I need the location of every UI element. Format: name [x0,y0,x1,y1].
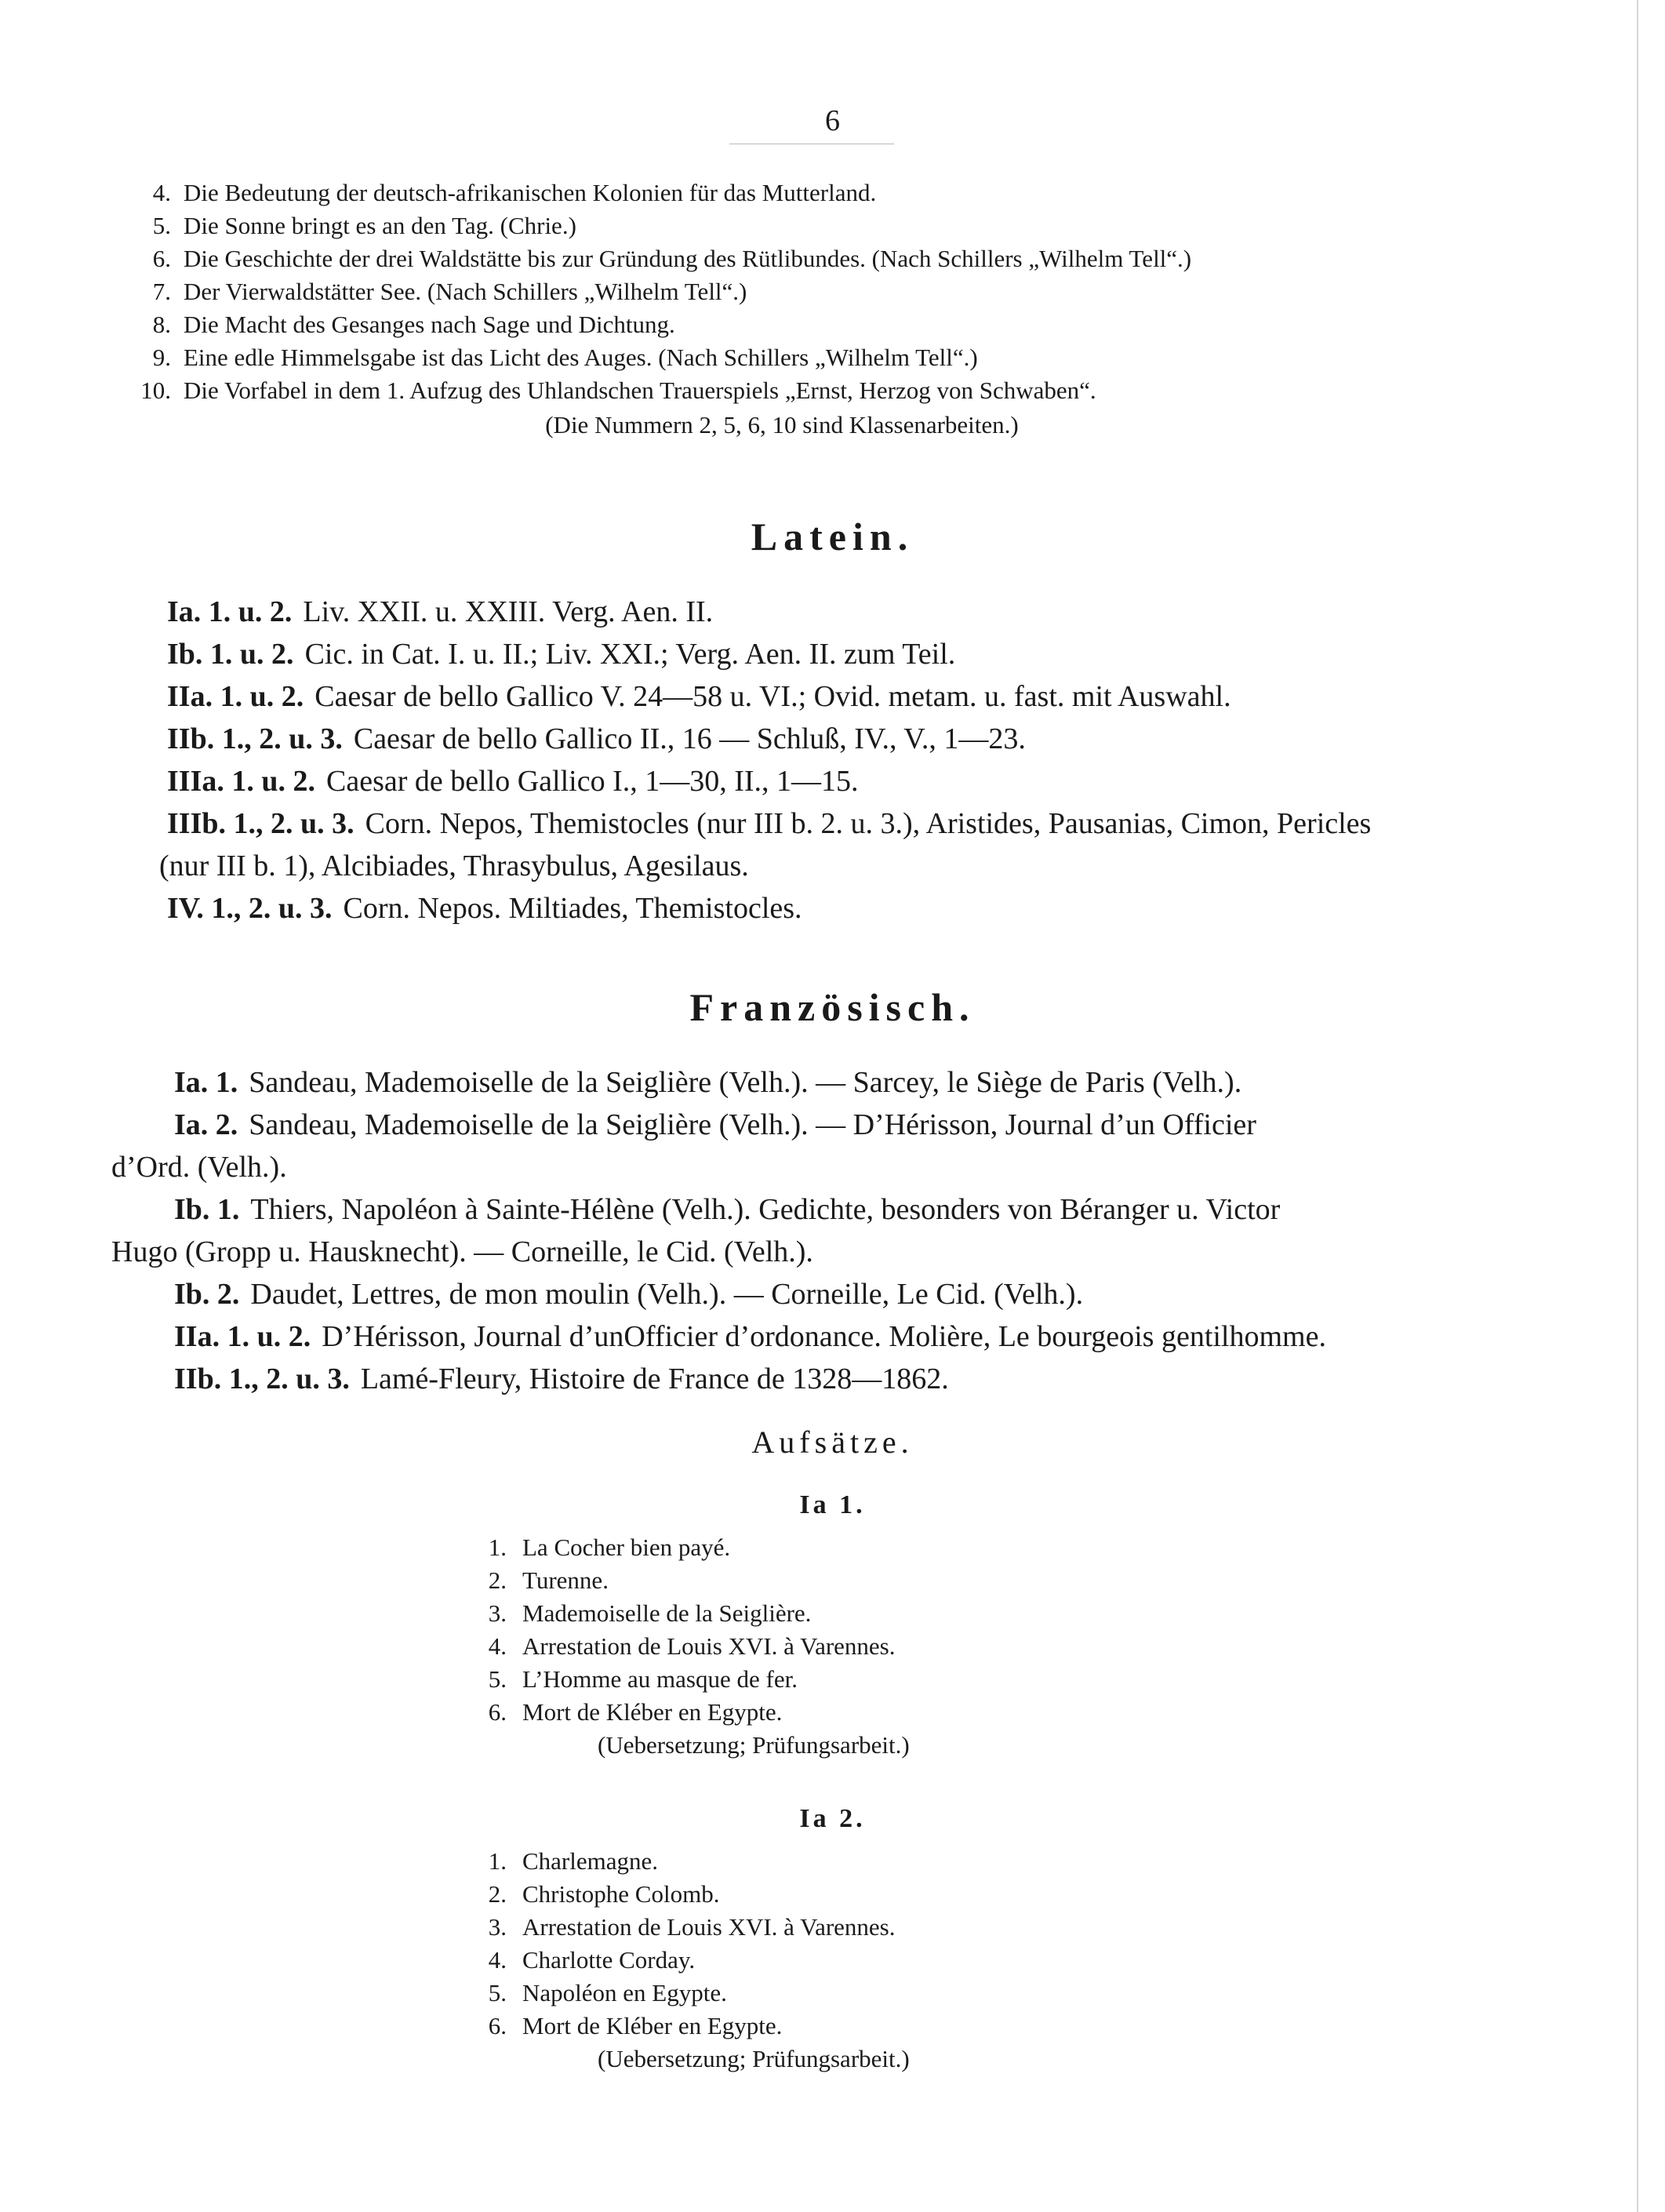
item-text: Mort de Kléber en Egypte. [522,1698,783,1726]
item-number: 6. [488,1698,507,1726]
item-text: Die Bedeutung der deutsch-afrikanischen Kolonien für das Mutterland. [184,179,877,206]
reading-text: Daudet, Lettres, de mon moulin (Velh.). — Corneille, Le Cid. (Velh.). [250,1278,1084,1311]
reading-line [111,1235,813,1269]
group-title: Ia 1. [799,1490,866,1519]
reading-text: Thiers, Napoléon à Sainte-Hélène (Velh.). Gedichte, besonders von Béranger u. Victor [250,1193,1281,1226]
item-text: Der Vierwaldstätter See. (Nach Schillers „Wilhelm Tell“.) [184,278,747,305]
item-text: Arrestation de Louis XVI. à Varennes. [522,1913,896,1941]
item-number: 6. [152,245,171,272]
item-number: 4. [488,1632,507,1660]
class-label: Ia. 1. u. 2. [167,595,293,628]
reading-text: Hugo (Gropp u. Hausknecht). — Corneille, le Cid. (Velh.). [111,1235,813,1268]
reading-line [174,1065,1241,1100]
reading-text: Cic. in Cat. I. u. II.; Liv. XXI.; Verg. Aen. II. zum Teil. [304,638,956,671]
class-label: IIIb. 1., 2. u. 3. [167,807,354,840]
item-text: L’Homme au masque de fer. [522,1665,798,1693]
section-heading-latein: Latein. [751,515,914,558]
item-number: 5. [152,212,171,239]
item-number: 1. [488,1533,507,1561]
reading-text: Caesar de bello Gallico II., 16 — Schluß, IV., V., 1—23. [353,722,1026,755]
item-number: 1. [488,1847,507,1875]
reading-text: Caesar de bello Gallico I., 1—30, II., 1—15. [326,765,859,798]
item-text: La Cocher bien payé. [522,1533,731,1561]
item-text: Die Sonne bringt es an den Tag. (Chrie.) [184,212,576,239]
reading-line [174,1319,1326,1354]
item-text: Charlotte Corday. [522,1946,696,1974]
reading-line [174,1277,1083,1312]
reading-line [167,764,859,799]
item-text: Napoléon en Egypte. [522,1979,727,2006]
reading-line [174,1362,949,1396]
item-number: 2. [488,1566,507,1594]
reading-line [174,1108,1256,1142]
section-heading-franzoesisch: Französisch. [689,985,976,1029]
item-number: 3. [488,1913,507,1941]
reading-text: Lamé-Fleury, Histoire de France de 1328—1862. [360,1362,949,1395]
class-label: IIa. 1. u. 2. [174,1320,311,1353]
section-heading-aufsaetze: Aufsätze. [751,1424,914,1460]
reading-text: d’Ord. (Velh.). [111,1151,287,1184]
item-text: Die Macht des Gesanges nach Sage und Dichtung. [184,311,675,338]
item-number: 3. [488,1599,507,1627]
item-number: 10. [140,377,171,404]
class-label: IIb. 1., 2. u. 3. [174,1362,350,1395]
reading-text: Corn. Nepos. Miltiades, Themistocles. [343,892,802,925]
item-number: 2. [488,1880,507,1908]
item-text: Turenne. [522,1566,609,1594]
item-number: 7. [152,278,171,305]
reading-text: (nur III b. 1), Alcibiades, Thrasybulus, Agesilaus. [159,850,749,882]
reading-text: Caesar de bello Gallico V. 24—58 u. VI.; Ovid. metam. u. fast. mit Auswahl. [314,680,1231,713]
page-number: 6 [825,104,840,137]
essay-note: (Die Nummern 2, 5, 6, 10 sind Klassenarbeiten.) [545,411,1019,438]
item-number: 9. [152,344,171,371]
reading-line [167,722,1026,756]
item-text: Charlemagne. [522,1847,659,1875]
item-number: 6. [488,2012,507,2039]
reading-text: Sandeau, Mademoiselle de la Seiglière (Velh.). — D’Hérisson, Journal d’un Officier [249,1108,1256,1141]
reading-text: Liv. XXII. u. XXIII. Verg. Aen. II. [303,595,714,628]
class-label: IIIa. 1. u. 2. [167,765,315,798]
item-text: Die Geschichte der drei Waldstätte bis zur Gründung des Rütlibundes. (Nach Schillers „Wilhelm Tell“.) [184,245,1192,272]
reading-line [167,595,713,629]
item-text: Die Vorfabel in dem 1. Aufzug des Uhlandschen Trauerspiels „Ernst, Herzog von Schwaben“. [184,377,1096,404]
item-number: 4. [152,179,171,206]
class-label: IIa. 1. u. 2. [167,680,304,713]
reading-line [167,891,802,926]
reading-line [174,1192,1280,1227]
item-number: 4. [488,1946,507,1974]
class-label: IIb. 1., 2. u. 3. [167,722,343,755]
class-label: Ib. 1. u. 2. [167,638,294,671]
group-note: (Uebersetzung; Prüfungsarbeit.) [598,1731,910,1759]
item-text: Arrestation de Louis XVI. à Varennes. [522,1632,896,1660]
group-title: Ia 2. [799,1804,866,1833]
class-label: Ia. 2. [174,1108,238,1141]
reading-line [159,849,749,883]
class-label: IV. 1., 2. u. 3. [167,892,333,925]
reading-text: Corn. Nepos, Themistocles (nur III b. 2. u. 3.), Aristides, Pausanias, Cimon, Pericles [365,807,1372,840]
reading-line [111,1150,287,1184]
reading-line [167,679,1231,714]
page-edge-line [1637,0,1638,2212]
item-text: Christophe Colomb. [522,1880,720,1908]
reading-line [167,637,955,671]
reading-line [167,806,1371,841]
item-text: Eine edle Himmelsgabe ist das Licht des Auges. (Nach Schillers „Wilhelm Tell“.) [184,344,978,371]
group-note: (Uebersetzung; Prüfungsarbeit.) [598,2045,910,2072]
class-label: Ia. 1. [174,1066,238,1099]
reading-text: Sandeau, Mademoiselle de la Seiglière (Velh.). — Sarcey, le Siège de Paris (Velh.). [249,1066,1242,1099]
item-number: 8. [152,311,171,338]
item-text: Mort de Kléber en Egypte. [522,2012,783,2039]
class-label: Ib. 2. [174,1278,240,1311]
class-label: Ib. 1. [174,1193,240,1226]
reading-text: D’Hérisson, Journal d’unOfficier d’ordonance. Molière, Le bourgeois gentilhomme. [322,1320,1326,1353]
item-number: 5. [488,1979,507,2006]
item-number: 5. [488,1665,507,1693]
item-text: Mademoiselle de la Seiglière. [522,1599,812,1627]
